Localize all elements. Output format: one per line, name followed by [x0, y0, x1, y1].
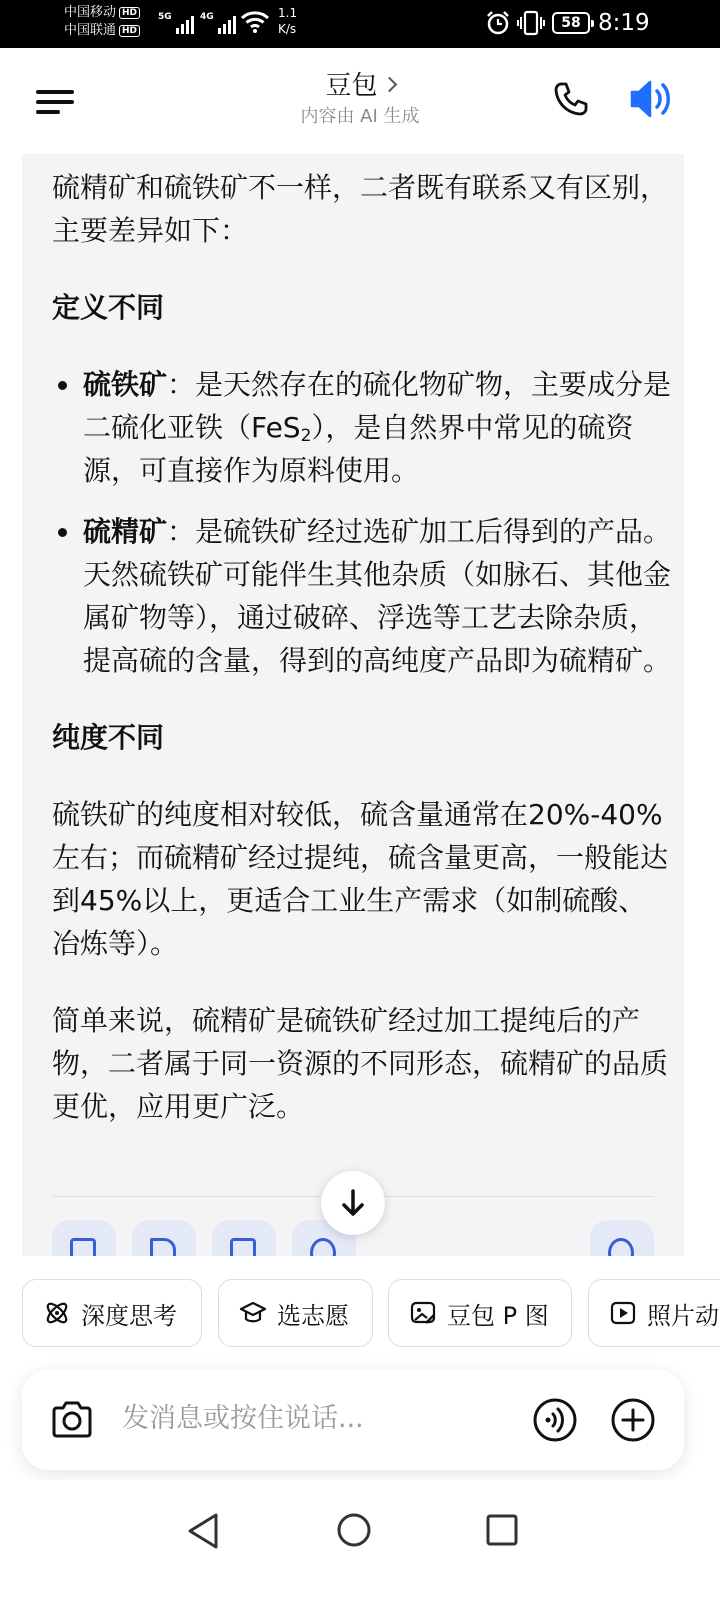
message-composer [22, 1370, 684, 1470]
regenerate-icon[interactable] [590, 1220, 654, 1256]
atom-icon [43, 1299, 71, 1327]
network-type-2: 4G [200, 12, 214, 22]
ai-generated-note: 内容由 AI 生成 [300, 106, 420, 127]
clock: 8:19 [598, 10, 650, 36]
read-aloud-icon[interactable] [132, 1220, 196, 1256]
alarm-icon [485, 10, 511, 36]
chip-photo-animate[interactable] [588, 1279, 720, 1347]
arrow-down-icon [340, 1189, 366, 1217]
section-title-purity: 纯度不同 [52, 721, 165, 754]
list-item [52, 363, 672, 492]
status-bar [0, 0, 720, 48]
carrier-1: 中国移动 [64, 5, 117, 20]
system-nav-bar [0, 1480, 720, 1600]
image-edit-icon [409, 1299, 437, 1327]
hd-badge-2: HD [119, 25, 140, 37]
vibrate-icon [516, 10, 546, 36]
network-speed [278, 5, 297, 37]
chip-image-edit[interactable] [388, 1279, 572, 1347]
graduation-cap-icon [239, 1299, 267, 1327]
term-pyrite: 硫铁矿 [83, 368, 168, 401]
carrier-info [64, 4, 140, 40]
home-icon[interactable] [336, 1512, 372, 1548]
bookmark-icon[interactable] [212, 1220, 276, 1256]
voice-input-icon[interactable] [532, 1397, 578, 1443]
speed-unit: K/s [278, 22, 297, 36]
purity-paragraph: 硫铁矿的纯度相对较低，硫含量通常在20%-40%左右；而硫精矿经过提纯，硫含量更高，一般能达到45%以上，更适合工业生产需求（如制硫酸、冶炼等）。 [52, 798, 669, 960]
battery-indicator: 58 [552, 12, 590, 34]
back-icon[interactable] [186, 1512, 220, 1550]
carrier-2: 中国联通 [64, 23, 117, 38]
scroll-down-button[interactable] [321, 1171, 385, 1235]
list-item [52, 510, 672, 682]
recent-apps-icon[interactable] [486, 1514, 518, 1546]
answer-intro: 硫精矿和硫铁矿不一样，二者既有联系又有区别，主要差异如下： [52, 171, 669, 247]
subscript: 2 [300, 426, 312, 446]
chip-choose-major[interactable] [218, 1279, 373, 1347]
summary-paragraph: 简单来说，硫精矿是硫铁矿经过加工提纯后的产物，二者属于同一资源的不同形态，硫精矿的品质更优，应用更广泛。 [52, 1004, 669, 1123]
speaker-icon[interactable] [628, 78, 674, 120]
wifi-icon [240, 10, 270, 34]
definition-list [52, 363, 672, 682]
answer-card [22, 154, 684, 1256]
chevron-right-icon [381, 77, 397, 93]
title-block[interactable] [0, 68, 720, 130]
plus-icon[interactable] [610, 1397, 656, 1443]
app-header [0, 48, 720, 154]
chip-label: 豆包 P 图 [447, 1301, 549, 1330]
camera-icon[interactable] [50, 1399, 94, 1441]
quick-action-chips [0, 1256, 720, 1366]
page-title[interactable]: 豆包 [325, 71, 378, 101]
chip-label: 选志愿 [277, 1301, 349, 1330]
chip-label: 照片动 [647, 1301, 719, 1330]
copy-icon[interactable] [52, 1220, 116, 1256]
concentrate-description: ：是硫铁矿经过选矿加工后得到的产品。天然硫铁矿可能伴生其他杂质（如脉石、其他金属矿物等），通过破碎、浮选等工艺去除杂质，提高硫的含量，得到的高纯度产品即为硫精矿。 [83, 515, 672, 677]
play-photo-icon [609, 1299, 637, 1327]
chip-label: 深度思考 [81, 1301, 177, 1330]
pyrite-description-a: ：是天然存在的硫化物矿物，主要成分是二硫化亚铁（FeS [83, 368, 672, 444]
answer-body [52, 166, 672, 1128]
hd-badge-1: HD [119, 7, 140, 19]
chip-deep-think[interactable] [22, 1279, 202, 1347]
signal-icon-2 [200, 12, 236, 34]
pyrite-description-b: ），是自然界中常见的硫资源，可直接作为原料使用。 [83, 411, 634, 487]
phone-icon[interactable] [552, 80, 590, 118]
speed-value: 1.1 [278, 6, 298, 20]
signal-icon [158, 12, 194, 34]
message-input[interactable]: 发消息或按住说话... [122, 1403, 364, 1434]
section-title-definition: 定义不同 [52, 291, 165, 324]
term-sulfur-concentrate: 硫精矿 [83, 515, 168, 548]
network-type-1: 5G [158, 12, 172, 22]
